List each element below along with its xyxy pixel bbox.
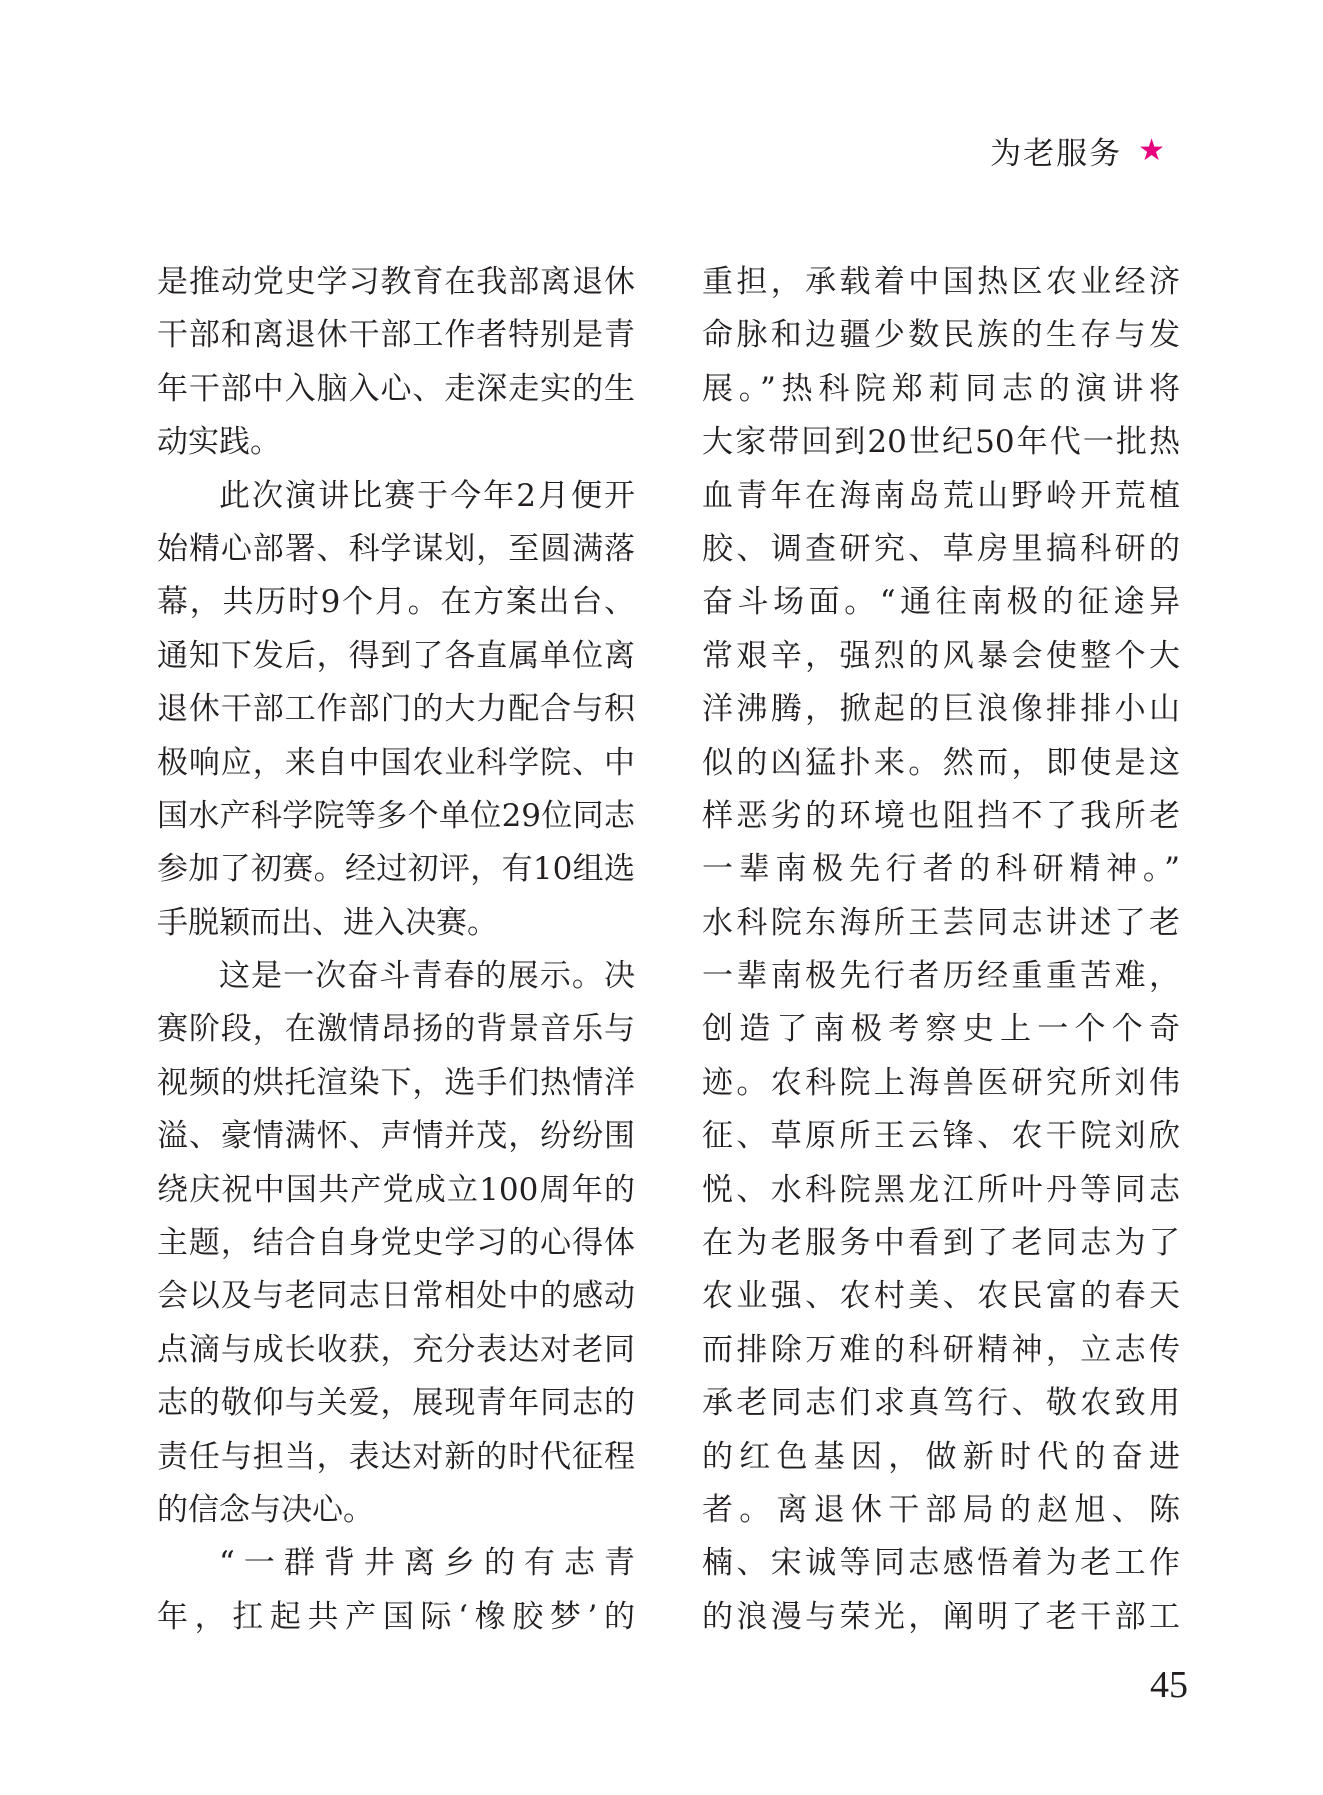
text-line: 似的凶猛扑来。然而，即使是这 <box>702 744 1180 781</box>
page-number: 45 <box>1150 1664 1188 1706</box>
star-icon: ★ <box>1138 132 1165 168</box>
text-line: 水科院东海所王芸同志讲述了老 <box>702 904 1180 941</box>
text-line: 是推动党史学习教育在我部离退休 <box>157 264 635 300</box>
text-line: 展。”热科院郑莉同志的演讲将 <box>702 370 1180 407</box>
text-line: 一辈南极先行者的科研精神。” <box>702 851 1180 888</box>
text-line: 年，扛起共产国际‘橡胶梦’的 <box>157 1598 635 1635</box>
text-line: 极响应，来自中国农业科学院、中 <box>157 744 635 781</box>
text-line: 征、草原所王云锋、农干院刘欣 <box>702 1118 1180 1155</box>
text-line: 承老同志们求真笃行、敬农致用 <box>702 1385 1180 1422</box>
text-line: 命脉和边疆少数民族的生存与发 <box>702 317 1180 354</box>
text-line: 的浪漫与荣光，阐明了老干部工 <box>702 1598 1180 1635</box>
text-line: 责任与担当，表达对新的时代征程 <box>157 1438 635 1475</box>
text-line: 退休干部工作部门的大力配合与积 <box>157 691 635 728</box>
right-column <box>702 256 1180 1644</box>
text-line: 通知下发后，得到了各直属单位离 <box>157 637 635 674</box>
text-line: 在为老服务中看到了老同志为了 <box>702 1225 1180 1262</box>
text-line: 赛阶段，在激情昂扬的背景音乐与 <box>157 1011 635 1048</box>
text-line: 农业强、农村美、农民富的春天 <box>702 1278 1180 1315</box>
text-line: 动实践。 <box>157 424 281 461</box>
running-header <box>990 128 1165 173</box>
text-line: 的信念与决心。 <box>157 1491 374 1528</box>
text-line: 国水产科学院等多个单位29位同志 <box>157 797 635 834</box>
text-line: 志的敬仰与关爱，展现青年同志的 <box>157 1385 635 1422</box>
text-line: 胶、调查研究、草房里搞科研的 <box>702 530 1180 567</box>
text-line: 者。离退休干部局的赵旭、陈 <box>702 1491 1180 1528</box>
text-line: 而排除万难的科研精神，立志传 <box>702 1331 1180 1368</box>
section-title: 为老服务 <box>990 136 1123 172</box>
text-line: 一辈南极先行者历经重重苦难， <box>702 958 1180 995</box>
text-line: 洋沸腾，掀起的巨浪像排排小山 <box>702 691 1180 728</box>
text-line: 奋斗场面。“通往南极的征途异 <box>702 584 1180 621</box>
text-line: 创造了南极考察史上一个个奇 <box>702 1011 1180 1048</box>
text-line: 点滴与成长收获，充分表达对老同 <box>157 1331 635 1368</box>
text-line: 主题，结合自身党史学习的心得体 <box>157 1225 635 1262</box>
text-line: 年干部中入脑入心、走深走实的生 <box>157 370 635 407</box>
text-line: 幕，共历时9个月。在方案出台、 <box>157 584 635 621</box>
text-line: 此次演讲比赛于今年2月便开 <box>219 477 635 514</box>
text-line: 悦、水科院黑龙江所叶丹等同志 <box>702 1171 1180 1208</box>
text-line: 常艰辛，强烈的风暴会使整个大 <box>702 637 1180 674</box>
text-line: 这是一次奋斗青春的展示。决 <box>219 958 635 995</box>
text-line: 重担，承载着中国热区农业经济 <box>702 264 1180 300</box>
text-line: 始精心部署、科学谋划，至圆满落 <box>157 530 635 567</box>
text-line: “一群背井离乡的有志青 <box>219 1545 635 1582</box>
text-line: 参加了初赛。经过初评，有10组选 <box>157 851 635 888</box>
text-line: 楠、宋诚等同志感悟着为老工作 <box>702 1545 1180 1582</box>
text-line: 干部和离退休干部工作者特别是青 <box>157 317 635 354</box>
text-line: 的红色基因，做新时代的奋进 <box>702 1438 1180 1475</box>
text-line: 样恶劣的环境也阻挡不了我所老 <box>702 797 1180 834</box>
text-line: 视频的烘托渲染下，选手们热情洋 <box>157 1064 635 1101</box>
text-line: 会以及与老同志日常相处中的感动 <box>157 1278 635 1315</box>
text-line: 绕庆祝中国共产党成立100周年的 <box>157 1171 635 1208</box>
left-column <box>157 256 635 1644</box>
text-line: 迹。农科院上海兽医研究所刘伟 <box>702 1064 1180 1101</box>
text-line: 溢、豪情满怀、声情并茂，纷纷围 <box>157 1118 635 1155</box>
text-line: 血青年在海南岛荒山野岭开荒植 <box>702 477 1180 514</box>
text-line: 手脱颖而出、进入决赛。 <box>157 904 498 941</box>
text-line: 大家带回到20世纪50年代一批热 <box>702 424 1180 461</box>
